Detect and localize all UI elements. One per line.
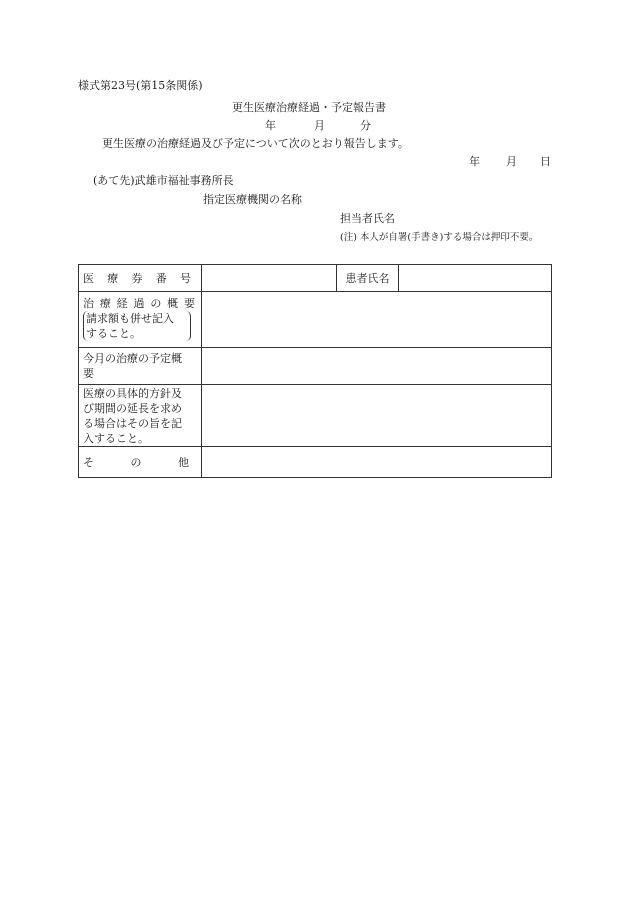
row-treatment-summary (79, 292, 552, 348)
monthly-plan-label (79, 348, 202, 385)
other-input[interactable] (202, 447, 552, 478)
report-form-table (78, 264, 552, 478)
policy-line: 医療の具体的方針及 (83, 387, 182, 400)
other-label (79, 447, 202, 478)
period-year: 年 (265, 119, 276, 132)
date-month: 月 (506, 155, 517, 168)
treatment-summary-label (79, 292, 202, 348)
policy-line: る場合はその旨を記 (83, 417, 182, 430)
period-portion: 分 (360, 119, 371, 132)
person-in-charge-label: 担当者氏名 (340, 212, 395, 225)
label-char: 治 (83, 297, 94, 310)
label-char: 療 (107, 271, 119, 285)
form-number: 様式第23号(第15条関係) (78, 79, 203, 92)
label-char: 療 (99, 297, 111, 310)
label-char: 番 (155, 271, 167, 285)
label-char: の (130, 455, 142, 469)
monthly-plan-line2: 要 (83, 367, 94, 380)
label-char: そ (83, 455, 94, 469)
row-ticket-number (79, 265, 552, 292)
treatment-summary-input[interactable] (202, 292, 552, 348)
ticket-number-label (79, 265, 202, 292)
patient-name-input[interactable] (399, 265, 552, 292)
ticket-number-input[interactable] (202, 265, 337, 292)
document-title: 更生医療治療経過・予定報告書 (232, 101, 386, 114)
institution-label: 指定医療機関の名称 (203, 193, 302, 206)
date-year: 年 (469, 155, 480, 168)
label-char: 過 (133, 297, 145, 310)
report-statement: 更生医療の治療経過及び予定について次のとおり報告します。 (102, 137, 409, 150)
monthly-plan-input[interactable] (202, 348, 552, 385)
label-char: 他 (178, 455, 189, 469)
label-char: 要 (183, 297, 195, 310)
label-char: 経 (116, 297, 128, 310)
billing-note-line1: 請求額も併せ記入 (86, 312, 174, 325)
monthly-plan-line1: 今月の治療の予定概 (83, 352, 182, 365)
label-char: 券 (131, 271, 143, 285)
policy-line: び期間の延長を求め (83, 402, 182, 415)
billing-note-line2: すること。 (86, 327, 141, 340)
label-char: 概 (167, 297, 179, 310)
period-month: 月 (314, 119, 325, 132)
billing-note (83, 311, 191, 341)
label-char: 医 (83, 271, 94, 285)
row-other (79, 447, 552, 478)
label-char: 号 (180, 271, 191, 285)
addressee: (あて先)武雄市福祉事務所長 (93, 174, 234, 187)
treatment-policy-label (79, 385, 202, 447)
date-day: 日 (540, 155, 551, 168)
patient-name-label: 患者氏名 (337, 265, 399, 292)
label-char: の (150, 297, 162, 310)
row-treatment-policy (79, 385, 552, 447)
seal-note: (注) 本人が自署(手書き)する場合は押印不要。 (340, 232, 539, 243)
policy-line: 入すること。 (83, 432, 149, 445)
treatment-policy-input[interactable] (202, 385, 552, 447)
row-monthly-plan (79, 348, 552, 385)
